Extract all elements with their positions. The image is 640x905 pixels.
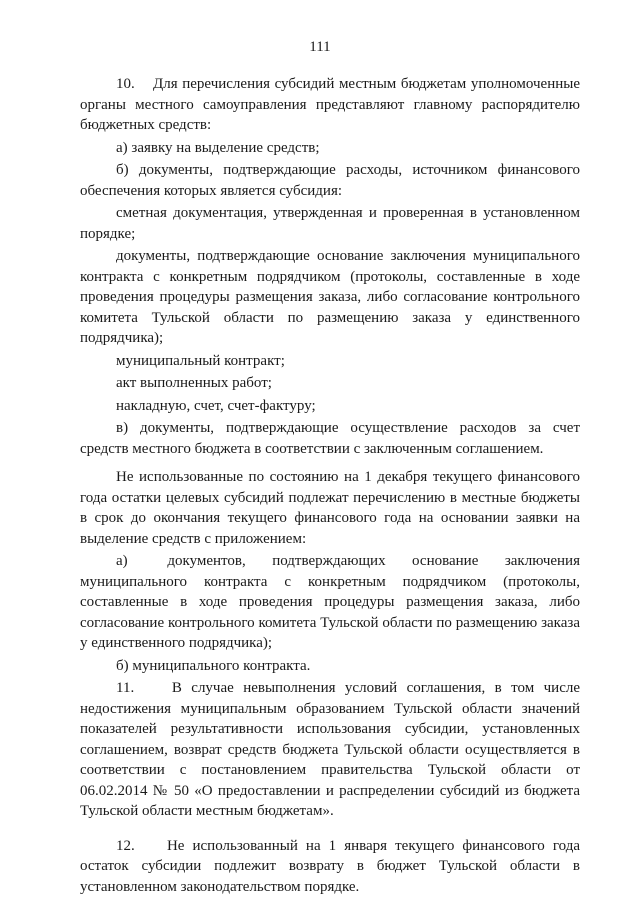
page-number: 111 xyxy=(309,39,331,55)
paragraph-10-contract: муниципальный контракт; xyxy=(116,352,285,369)
paragraph-11: 11. В случае невыполнения условий соглашения, в том числе недостижения муниципальным образованием Тульской области значений показателей результативности использования субсидии, установленных соглашением, возврат средств бюджета Тульской области осуществляется в соответствии с постановлением правительства Тульской области от 06.02.2014 № 50 «О предоставлении и распределении субсидий из бюджета Тульской области местным бюджетам». xyxy=(80,680,580,819)
paragraph-10-act: акт выполненных работ; xyxy=(116,375,272,391)
paragraph-10-intro: 10. Для перечисления субсидий местным бюджетам уполномоченные органы местного самоуправления представляют главному распорядителю бюджетных средств: xyxy=(80,76,580,133)
paragraph-10-item-a: а) заявку на выделение средств; xyxy=(116,139,320,156)
paragraph-10-invoice: накладную, счет, счет-фактуру; xyxy=(116,397,316,414)
paragraph-12: 12. Не использованный на 1 января текущего финансового года остаток субсидии подлежит возврату в бюджет Тульской области в установленном законодательством порядке. xyxy=(80,837,580,895)
paragraph-10-item-c: в) документы, подтверждающие осуществление расходов за счет средств местного бюджета в соответствии с заключенным соглашением. xyxy=(80,420,580,457)
paragraph-10-unused-item-b: б) муниципального контракта. xyxy=(116,657,311,674)
document-body xyxy=(80,74,580,897)
paragraph-10-unused-item-a: а) документов, подтверждающих основание заключения муниципального контракта с конкретным подрядчиком (протоколы, составленные в ходе проведения процедуры размещения заказа, либо согласование контрольного комитета Тульской области по размещению заказа у единственного подрядчика); xyxy=(80,553,580,651)
paragraph-10-item-b: б) документы, подтверждающие расходы, источником финансового обеспечения которых является субсидия: xyxy=(80,162,580,199)
paragraph-10-estimate: сметная документация, утвержденная и проверенная в установленном порядке; xyxy=(80,205,580,242)
paragraph-10-unused-balances: Не использованные по состоянию на 1 декабря текущего финансового года остатки целевых субсидий подлежат перечислению в местные бюджеты в срок до окончания текущего финансового года на основании заявки на выделение средств с приложением: xyxy=(80,469,580,547)
paragraph-10-documents: документы, подтверждающие основание заключения муниципального контракта с конкретным подрядчиком (протоколы, составленные в ходе проведения процедуры размещения заказа, либо согласование контрольного комитета Тульской области по размещению заказа у единственного подрядчика); xyxy=(80,248,580,346)
